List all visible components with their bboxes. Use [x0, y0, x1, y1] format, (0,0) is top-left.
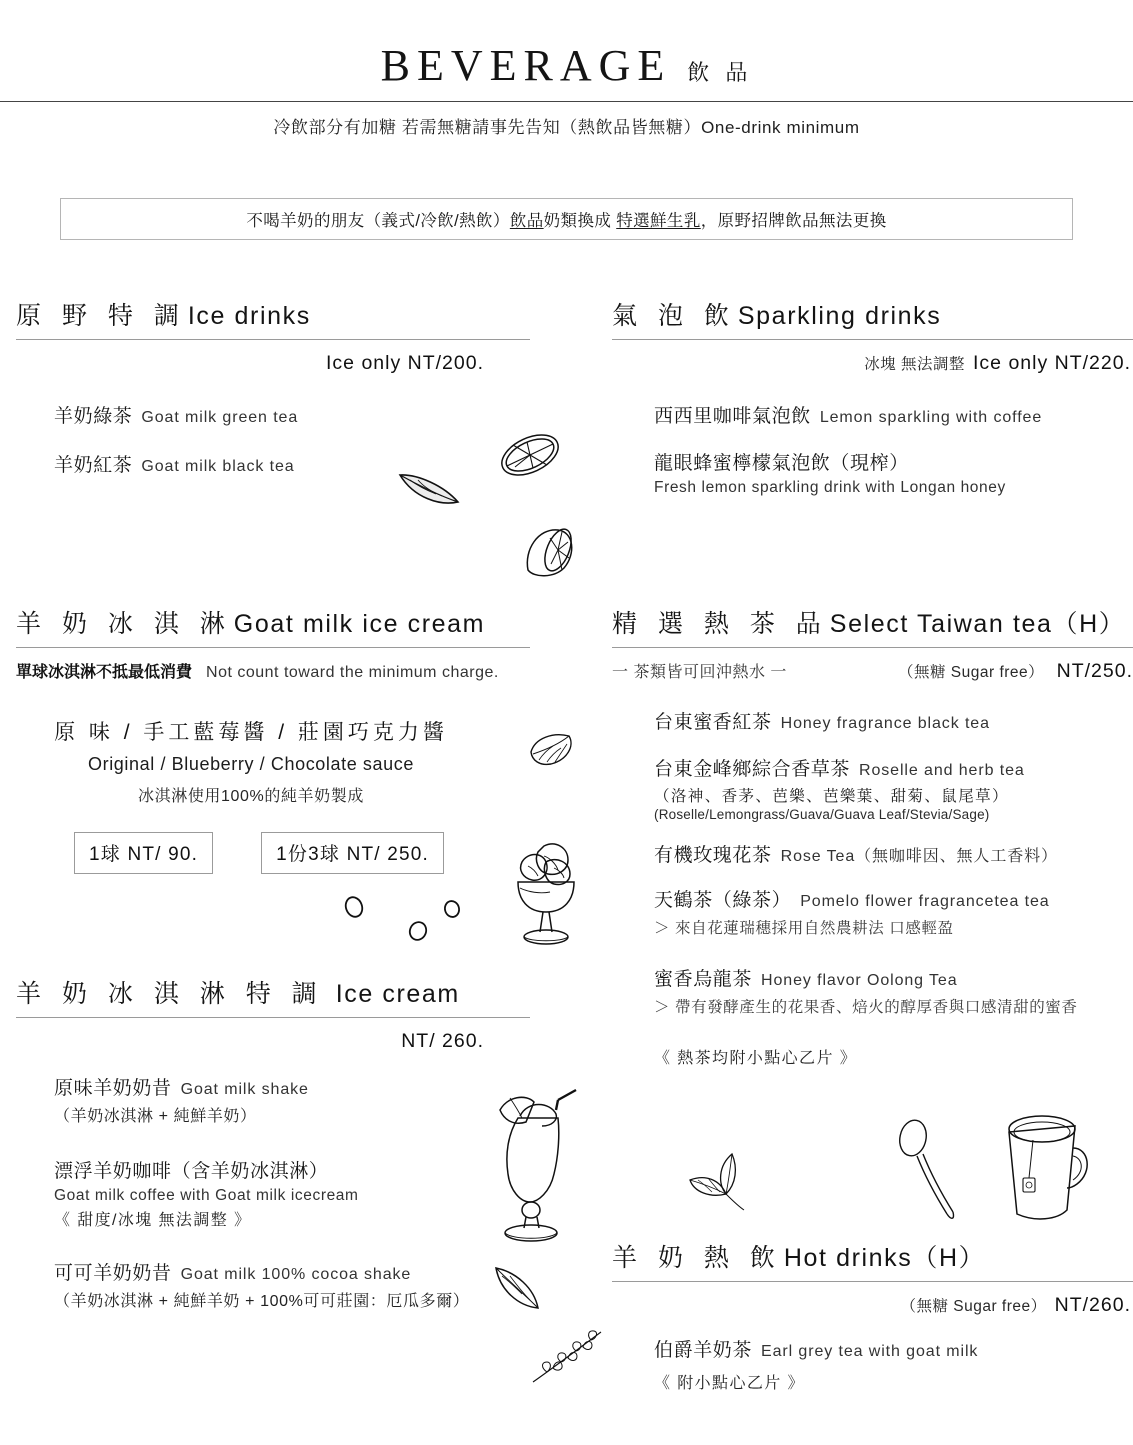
notice-part-3: ，原野招牌飲品無法更換 — [700, 212, 887, 230]
item-name-en: Goat milk black tea — [141, 458, 295, 475]
notice-underline-1: 飲品 — [509, 212, 544, 230]
section-price: NT/ 260. — [401, 1030, 484, 1052]
menu-item[interactable] — [654, 964, 1133, 1017]
price-note: （無糖 Sugar free） — [900, 1298, 1047, 1315]
item-name-cn: 原味羊奶奶昔 — [54, 1078, 172, 1099]
section-divider — [16, 1017, 530, 1018]
menu-item-line — [54, 1258, 530, 1285]
section-ice-cream-special — [16, 974, 530, 1327]
ice-cream-special-items — [16, 1073, 530, 1311]
menu-item-line — [654, 707, 1133, 734]
flavours-cn: 原 味 / 手工藍莓醬 / 莊園巧克力醬 — [54, 721, 448, 744]
lavender-sprig-icon — [527, 1320, 613, 1390]
item-name-en: Goat milk green tea — [141, 409, 299, 426]
ice-drinks-items — [16, 401, 530, 477]
item-ingredients: （羊奶冰淇淋 + 純鮮羊奶） — [54, 1108, 257, 1125]
item-name-cn: 有機玫瑰花茶 — [654, 845, 772, 866]
menu-item-line — [54, 450, 530, 477]
menu-item[interactable] — [54, 1156, 530, 1230]
min-charge-note-en: Not count toward the minimum charge. — [206, 664, 499, 681]
taiwan-tea-items — [612, 707, 1133, 1068]
menu-item[interactable] — [54, 1258, 530, 1311]
section-goat-milk-ice-cream — [16, 604, 530, 874]
section-header-sparkling — [612, 296, 1133, 332]
section-divider — [612, 647, 1133, 648]
item-name-cn: 可可羊奶奶昔 — [54, 1263, 172, 1284]
item-name-cn: 伯爵羊奶茶 — [654, 1340, 753, 1361]
item-note: 《 附小點心乙片 》 — [654, 1375, 805, 1392]
menu-item[interactable] — [654, 448, 1133, 497]
min-charge-note-cn: 單球冰淇淋不抵最低消費 — [16, 664, 193, 681]
menu-item[interactable] — [654, 707, 1133, 734]
section-note-row — [16, 659, 530, 682]
menu-item[interactable] — [54, 450, 530, 477]
sparkling-items — [612, 401, 1133, 497]
item-name-en: Earl grey tea with goat milk — [761, 1343, 979, 1360]
menu-item-line — [654, 448, 1133, 475]
section-title-cn: 精 選 熱 茶 品 — [612, 610, 828, 638]
notice-text — [246, 207, 886, 231]
menu-item[interactable] — [654, 885, 1133, 938]
mint-leaf-icon — [525, 728, 581, 770]
price-box-triple-scoop[interactable]: 1份3球 NT/ 250. — [261, 832, 444, 874]
menu-item-line — [654, 885, 1133, 912]
section-price: NT/250. — [1056, 660, 1133, 682]
section-header-ice-cream-special — [16, 974, 530, 1010]
refill-note: 一 茶類皆可回沖熱水 一 — [612, 664, 787, 681]
title-chinese: 飲 品 — [687, 60, 753, 85]
section-title-en: Ice cream — [335, 980, 460, 1008]
section-divider — [612, 339, 1133, 340]
item-name-cn: 蜜香烏龍茶 — [654, 969, 753, 990]
hot-drinks-items — [612, 1335, 1133, 1393]
section-title-cn: 羊 奶 冰 淇 淋 — [16, 610, 232, 638]
milk-substitution-notice — [60, 198, 1073, 240]
item-name-en: Rose Tea（無咖啡因、無人工香料） — [780, 848, 1058, 865]
item-name-cn: 西西里咖啡氣泡飲 — [654, 406, 811, 427]
section-price-row — [612, 1294, 1133, 1317]
section-price: Ice only NT/200. — [326, 352, 484, 374]
section-header-ice-drinks — [16, 296, 530, 332]
tea-snack-note: 《 熱茶均附小點心乙片 》 — [654, 1050, 858, 1067]
item-name-cn: 羊奶紅茶 — [54, 455, 133, 476]
item-name-en: Goat milk 100% cocoa shake — [180, 1266, 412, 1283]
item-name-cn: 台東蜜香紅茶 — [654, 712, 772, 733]
section-header-goat-milk-ice-cream — [16, 604, 530, 640]
section-title-en: Goat milk ice cream — [233, 610, 486, 638]
item-name-en: Pomelo flower fragrancetea tea — [800, 893, 1050, 910]
flavours-en: Original / Blueberry / Chocolate sauce — [88, 754, 414, 774]
tea-leaves-icon — [680, 1150, 764, 1214]
menu-item-line — [654, 401, 1133, 428]
section-price-row — [16, 1030, 530, 1053]
menu-item-line — [654, 754, 1133, 781]
section-divider — [16, 339, 530, 340]
ice-cream-flavours — [16, 716, 486, 806]
price-group — [898, 660, 1133, 683]
notice-part-2: 奶類換成 — [543, 212, 617, 230]
price-note: 冰塊 無法調整 — [864, 356, 966, 373]
item-name-en: Goat milk shake — [180, 1081, 309, 1098]
menu-item-line — [654, 840, 1133, 867]
menu-item-line — [654, 1335, 1133, 1362]
menu-item[interactable] — [54, 1073, 530, 1126]
header-subtitle: 冷飲部分有加糖 若需無糖請事先告知（熱飲品皆無糖）One-drink minimum — [273, 118, 860, 137]
menu-item-line — [54, 401, 530, 428]
section-title-en: Ice drinks — [187, 302, 311, 330]
item-name-en: Honey fragrance black tea — [780, 715, 990, 732]
item-ingredients-cn: （洛神、香茅、芭樂、芭樂葉、甜菊、鼠尾草） — [654, 788, 1009, 805]
header-divider — [0, 101, 1133, 102]
notice-underline-2: 特選鮮生乳 — [616, 212, 701, 230]
section-price: NT/260. — [1054, 1294, 1131, 1316]
item-name-cn: 羊奶綠茶 — [54, 406, 133, 427]
item-ingredients-en: (Roselle/Lemongrass/Guava/Guava Leaf/Stevia/Sage) — [654, 807, 990, 822]
item-name-cn: 台東金峰鄉綜合香草茶 — [654, 759, 851, 780]
item-description: ＞ 帶有發酵產生的花果香、焙火的醇厚香與口感清甜的蜜香 — [654, 999, 1078, 1016]
page-header — [0, 0, 1133, 137]
section-title-cn: 氣 泡 飲 — [612, 302, 736, 330]
item-note: 《 甜度/冰塊 無法調整 》 — [54, 1212, 252, 1229]
section-title-en: Select Taiwan tea（H） — [829, 610, 1126, 638]
page-title — [0, 0, 1133, 88]
item-ingredients: （羊奶冰淇淋 + 純鮮羊奶 + 100%可可莊園：厄瓜多爾） — [54, 1293, 470, 1310]
item-name-en: Goat milk coffee with Goat milk icecream — [54, 1187, 359, 1204]
section-sparkling-drinks — [612, 296, 1133, 513]
section-title-cn: 羊 奶 冰 淇 淋 特 調 — [16, 980, 324, 1008]
section-price: Ice only NT/220. — [973, 352, 1131, 374]
section-title-en: Sparkling drinks — [737, 302, 942, 330]
menu-item-line — [54, 1073, 530, 1100]
ice-cream-price-boxes — [16, 832, 530, 874]
item-description: ＞ 來自花蓮瑞穗採用自然農耕法 口感輕盈 — [654, 920, 954, 937]
section-ice-drinks — [16, 296, 530, 493]
item-name-cn: 天鶴茶（綠茶） — [654, 890, 792, 911]
section-header-taiwan-tea — [612, 604, 1133, 640]
section-divider — [612, 1281, 1133, 1282]
item-name-en: Roselle and herb tea — [859, 762, 1025, 779]
section-price-row — [612, 352, 1133, 375]
title-english: BEVERAGE — [380, 41, 672, 90]
menu-item[interactable] — [654, 840, 1133, 867]
menu-item-line — [654, 964, 1133, 991]
menu-item-line — [54, 1156, 530, 1183]
menu-item[interactable] — [654, 1335, 1133, 1393]
menu-item[interactable] — [54, 401, 530, 428]
section-hot-drinks — [612, 1238, 1133, 1409]
section-divider — [16, 647, 530, 648]
mug-icon — [995, 1110, 1095, 1228]
half-lemon-icon — [518, 520, 580, 582]
section-title-en: Hot drinks（H） — [783, 1244, 986, 1272]
section-price-row — [16, 352, 530, 375]
sprinkle-icon — [340, 895, 470, 945]
item-name-en: Lemon sparkling with coffee — [819, 409, 1043, 426]
price-note: （無糖 Sugar free） — [897, 664, 1045, 681]
section-note-price-row — [612, 659, 1133, 683]
notice-part-1: 不喝羊奶的朋友（義式/冷飲/熱飲） — [246, 212, 510, 230]
spoon-icon — [895, 1118, 965, 1230]
item-name-en: Fresh lemon sparkling drink with Longan honey — [654, 479, 1006, 496]
section-title-cn: 羊 奶 熱 飲 — [612, 1244, 782, 1272]
section-select-taiwan-tea — [612, 604, 1133, 1068]
menu-item[interactable] — [654, 754, 1133, 822]
menu-item[interactable] — [654, 401, 1133, 428]
section-title-cn: 原 野 特 調 — [16, 302, 186, 330]
section-header-hot-drinks — [612, 1238, 1133, 1274]
flavours-note: 冰淇淋使用100%的純羊奶製成 — [138, 788, 364, 805]
item-name-cn: 漂浮羊奶咖啡（含羊奶冰淇淋） — [54, 1161, 329, 1182]
item-name-en: Honey flavor Oolong Tea — [761, 972, 958, 989]
price-box-single-scoop[interactable]: 1球 NT/ 90. — [74, 832, 213, 874]
item-name-cn: 龍眼蜂蜜檸檬氣泡飲（現榨） — [654, 453, 909, 474]
